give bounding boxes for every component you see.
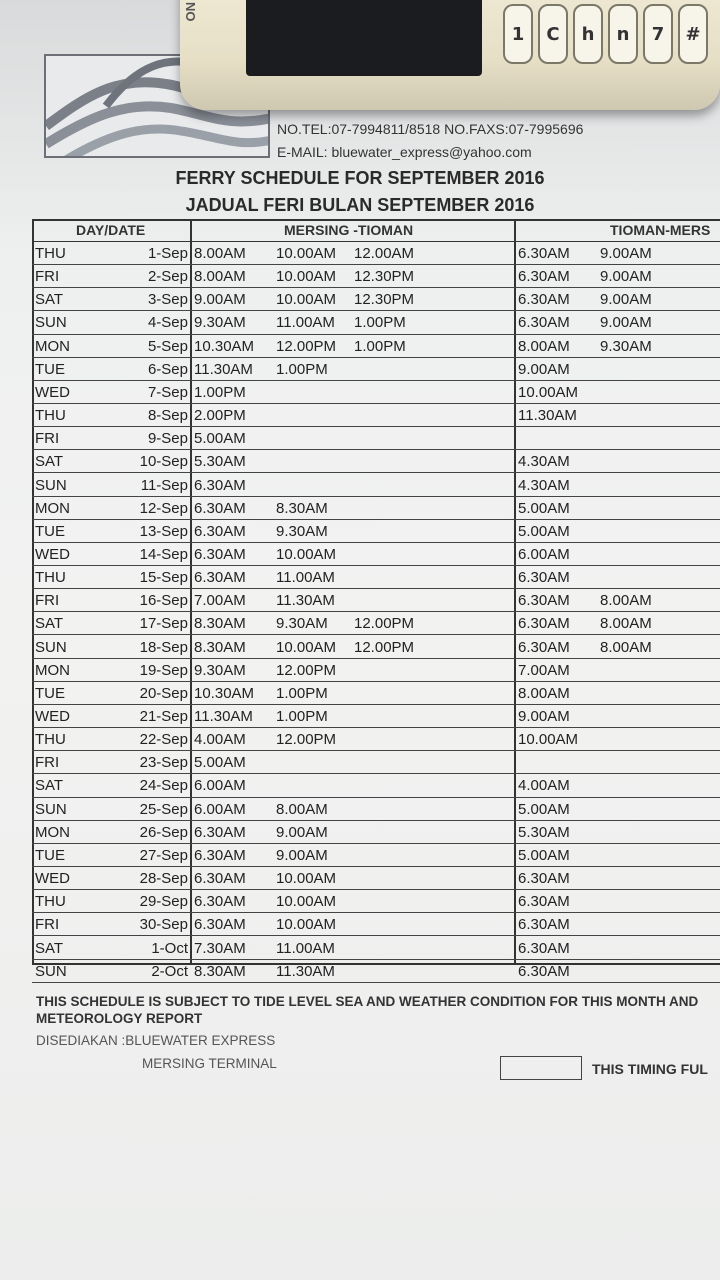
table-row [32,242,720,265]
row-day: FRI [35,916,60,934]
tioman-mersing-time: 9.00AM [600,314,652,332]
phone-screen [246,0,482,76]
mersing-tioman-time: 9.00AM [276,823,328,841]
row-date: 28-Sep [139,870,188,888]
tioman-mersing-time: 6.30AM [518,268,570,286]
mersing-tioman-time: 8.30AM [194,615,246,633]
row-date: 6-Sep [147,360,188,378]
mersing-tioman-time: 12.00AM [354,245,415,262]
row-date: 30-Sep [139,916,188,934]
row-day: MON [35,337,70,355]
mersing-tioman-time: 1.00PM [194,383,246,401]
mersing-tioman-time: 10.00AM [276,545,337,563]
table-row [32,612,720,635]
table-row [32,659,720,682]
table-row [32,728,720,751]
table-row [32,404,720,427]
mersing-tioman-time: 10.00AM [276,870,337,888]
tioman-mersing-time: 6.30AM [518,592,570,610]
row-day: WED [35,708,70,725]
table-row [32,474,720,497]
mersing-tioman-time: 6.30AM [194,893,246,911]
contact-email: E-MAIL: bluewater_express@yahoo.com [277,144,532,160]
row-date: 12-Sep [139,499,188,517]
tioman-mersing-time: 9.00AM [600,291,652,309]
column-header-tioman-mersing: TIOMAN-MERS [610,222,711,238]
row-date: 3-Sep [147,291,188,309]
phone-key-c: C [538,4,568,64]
mersing-tioman-time: 6.30AM [194,916,246,934]
mersing-tioman-time: 4.00AM [194,731,246,749]
row-day: SUN [35,314,67,332]
mersing-tioman-time: 1.00PM [354,337,406,355]
table-row [32,311,720,334]
table-row [32,705,720,728]
table-row [32,821,720,844]
table-row [32,960,720,983]
phone-key-hash: # [678,4,708,64]
tioman-mersing-time: 6.30AM [518,638,570,656]
mersing-tioman-time: 11.30AM [194,708,253,725]
row-day: SAT [35,777,64,795]
table-row [32,427,720,450]
table-row [32,265,720,288]
terminal-name: MERSING TERMINAL [142,1056,277,1071]
row-date: 15-Sep [139,569,188,587]
tioman-mersing-time: 5.00AM [518,800,570,818]
row-date: 18-Sep [139,638,188,656]
mersing-tioman-time: 8.30AM [194,638,246,656]
row-day: SUN [35,638,67,656]
row-date: 22-Sep [139,731,188,749]
row-date: 10-Sep [139,453,188,471]
row-day: FRI [35,592,60,610]
row-day: FRI [35,754,60,772]
tioman-mersing-time: 11.30AM [518,407,577,425]
tioman-mersing-time: 9.00AM [518,360,570,378]
mersing-tioman-time: 9.30AM [194,314,246,332]
mersing-tioman-time: 6.30AM [194,823,246,841]
row-day: MON [35,499,70,517]
table-row [32,335,720,358]
table-row [32,682,720,705]
row-date: 20-Sep [139,684,188,702]
mersing-tioman-time: 10.30AM [194,684,255,702]
tioman-mersing-time: 6.30AM [518,916,570,934]
mersing-tioman-time: 12.00PM [276,731,337,749]
row-day: TUE [35,360,65,378]
phone-key-7: 7 [643,4,673,64]
mersing-tioman-time: 6.30AM [194,569,246,587]
row-day: THU [35,407,66,425]
mersing-tioman-time: 8.00AM [194,245,246,262]
mersing-tioman-time: 10.00AM [276,245,337,262]
mersing-tioman-time: 12.30PM [354,291,415,309]
table-row [32,288,720,311]
mersing-tioman-time: 11.00AM [276,939,335,957]
table-row [32,566,720,589]
column-header-mersing-tioman: MERSING -TIOMAN [284,222,414,238]
mersing-tioman-time: 8.00AM [276,800,328,818]
mersing-tioman-time: 12.30PM [354,268,415,286]
title-malay: JADUAL FERI BULAN SEPTEMBER 2016 [185,195,535,215]
mersing-tioman-time: 6.00AM [194,777,246,795]
row-day: FRI [35,430,60,448]
table-row [32,381,720,404]
tioman-mersing-time: 6.30AM [518,314,570,332]
row-date: 2-Sep [147,268,188,286]
mersing-tioman-time: 6.30AM [194,499,246,517]
mersing-tioman-time: 2.00PM [194,407,246,425]
contact-numbers: NO.TEL:07-7994811/8518 NO.FAXS:07-7995696 [277,121,584,137]
row-day: THU [35,245,66,262]
mersing-tioman-time: 6.00AM [194,800,246,818]
row-day: SUN [35,962,67,980]
tioman-mersing-time: 6.30AM [518,569,570,587]
row-day: THU [35,893,66,911]
mersing-tioman-time: 8.30AM [276,499,328,517]
row-date: 14-Sep [139,545,188,563]
table-row [32,358,720,381]
row-date: 21-Sep [139,708,188,725]
tioman-mersing-time: 8.00AM [518,337,570,355]
row-day: TUE [35,846,65,864]
table-row [32,774,720,797]
mersing-tioman-time: 9.00AM [276,846,328,864]
tioman-mersing-time: 5.00AM [518,499,570,517]
mersing-tioman-time: 9.00AM [194,291,246,309]
row-day: THU [35,731,66,749]
mersing-tioman-time: 11.30AM [276,592,335,610]
table-row [32,497,720,520]
tioman-mersing-time: 6.30AM [518,870,570,888]
table-row [32,867,720,890]
mersing-tioman-time: 1.00PM [276,360,328,378]
mersing-tioman-time: 10.00AM [276,916,337,934]
mersing-tioman-time: 12.00PM [354,638,415,656]
row-day: WED [35,870,70,888]
mersing-tioman-time: 9.30AM [194,661,246,679]
row-date: 23-Sep [139,754,188,772]
table-row [32,890,720,913]
row-date: 17-Sep [139,615,188,633]
table-row [32,798,720,821]
mobile-phone [180,0,720,110]
row-date: 27-Sep [139,846,188,864]
row-date: 1-Sep [147,245,188,262]
phone-key-1: 1 [503,4,533,64]
row-date: 4-Sep [147,314,188,332]
tioman-mersing-time: 8.00AM [600,615,652,633]
mersing-tioman-time: 12.00PM [276,337,337,355]
column-header-day-date: DAY/DATE [76,222,146,238]
row-date: 2-Oct [151,962,188,980]
row-day: MON [35,823,70,841]
mersing-tioman-time: 6.30AM [194,476,246,494]
row-date: 19-Sep [139,661,188,679]
tioman-mersing-time: 4.30AM [518,453,570,471]
table-row [32,543,720,566]
row-date: 1-Oct [151,939,188,957]
mersing-tioman-time: 9.30AM [276,522,328,540]
tioman-mersing-time: 5.00AM [518,846,570,864]
timing-note: THIS TIMING FUL [592,1061,708,1077]
row-day: SAT [35,453,64,471]
tioman-mersing-time: 5.00AM [518,522,570,540]
row-date: 25-Sep [139,800,188,818]
disclaimer-line-1: THIS SCHEDULE IS SUBJECT TO TIDE LEVEL SEA AND WEATHER CONDITION FOR THIS MONTH AND [36,994,699,1009]
tioman-mersing-time: 9.30AM [600,337,652,355]
tioman-mersing-time: 6.00AM [518,545,570,563]
row-day: TUE [35,684,65,702]
mersing-tioman-time: 10.00AM [276,893,337,911]
row-day: FRI [35,268,60,286]
mersing-tioman-time: 5.30AM [194,453,246,471]
row-day: SUN [35,800,67,818]
mersing-tioman-time: 7.00AM [194,592,246,610]
row-day: SUN [35,476,67,494]
row-day: TUE [35,522,65,540]
row-day: MON [35,661,70,679]
row-date: 5-Sep [147,337,188,355]
mersing-tioman-time: 5.00AM [194,754,246,772]
mersing-tioman-time: 6.30AM [194,522,246,540]
tioman-mersing-time: 5.30AM [518,823,570,841]
mersing-tioman-time: 6.30AM [194,870,246,888]
row-date: 9-Sep [147,430,188,448]
mersing-tioman-time: 11.00AM [276,314,335,332]
phone-brand: NO [183,2,198,22]
mersing-tioman-time: 12.00PM [276,661,337,679]
tioman-mersing-time: 8.00AM [600,592,652,610]
tioman-mersing-time: 6.30AM [518,962,570,980]
tioman-mersing-time: 9.00AM [600,268,652,286]
tioman-mersing-time: 8.00AM [600,638,652,656]
row-date: 7-Sep [147,383,188,401]
phone-key-h: h [573,4,603,64]
row-date: 24-Sep [139,777,188,795]
row-date: 8-Sep [147,407,188,425]
table-row [32,520,720,543]
row-date: 26-Sep [139,823,188,841]
mersing-tioman-time: 11.00AM [276,569,335,587]
table-row [32,636,720,659]
mersing-tioman-time: 1.00PM [276,708,328,725]
row-day: SAT [35,939,64,957]
mersing-tioman-time: 11.30AM [194,360,253,378]
mersing-tioman-time: 10.00AM [276,268,337,286]
mersing-tioman-time: 9.30AM [276,615,328,633]
row-day: SAT [35,615,64,633]
tioman-mersing-time: 10.00AM [518,383,579,401]
mersing-tioman-time: 6.30AM [194,846,246,864]
table-row [32,589,720,612]
table-row [32,844,720,867]
mersing-tioman-time: 1.00PM [354,314,406,332]
tioman-mersing-time: 8.00AM [518,684,570,702]
row-day: THU [35,569,66,587]
tioman-mersing-time: 6.30AM [518,615,570,633]
row-day: WED [35,545,70,563]
mersing-tioman-time: 10.00AM [276,291,337,309]
tioman-mersing-time: 7.00AM [518,661,570,679]
table-row [32,913,720,936]
tioman-mersing-time: 9.00AM [600,245,652,262]
prepared-by: DISEDIAKAN :BLUEWATER EXPRESS [36,1033,276,1048]
tioman-mersing-time: 6.30AM [518,291,570,309]
tioman-mersing-time: 9.00AM [518,708,570,725]
row-date: 13-Sep [139,522,188,540]
tioman-mersing-time: 10.00AM [518,731,579,749]
mersing-tioman-time: 10.00AM [276,638,337,656]
mersing-tioman-time: 12.00PM [354,615,415,633]
table-row [32,450,720,473]
tioman-mersing-time: 4.00AM [518,777,570,795]
signature-box [500,1056,582,1080]
title-english: FERRY SCHEDULE FOR SEPTEMBER 2016 [175,168,545,188]
table-row [32,937,720,960]
row-date: 29-Sep [139,893,188,911]
tioman-mersing-time: 6.30AM [518,245,570,262]
row-date: 16-Sep [139,592,188,610]
tioman-mersing-time: 6.30AM [518,893,570,911]
row-day: WED [35,383,70,401]
row-day: SAT [35,291,64,309]
disclaimer-line-2: METEOROLOGY REPORT [36,1011,203,1026]
mersing-tioman-time: 8.00AM [194,268,246,286]
tioman-mersing-time: 4.30AM [518,476,570,494]
mersing-tioman-time: 7.30AM [194,939,246,957]
phone-key-n: n [608,4,638,64]
mersing-tioman-time: 5.00AM [194,430,246,448]
tioman-mersing-time: 6.30AM [518,939,570,957]
mersing-tioman-time: 6.30AM [194,545,246,563]
row-date: 11-Sep [140,476,188,494]
mersing-tioman-time: 1.00PM [276,684,328,702]
mersing-tioman-time: 10.30AM [194,337,255,355]
mersing-tioman-time: 11.30AM [276,962,335,980]
table-row [32,751,720,774]
mersing-tioman-time: 8.30AM [194,962,246,980]
